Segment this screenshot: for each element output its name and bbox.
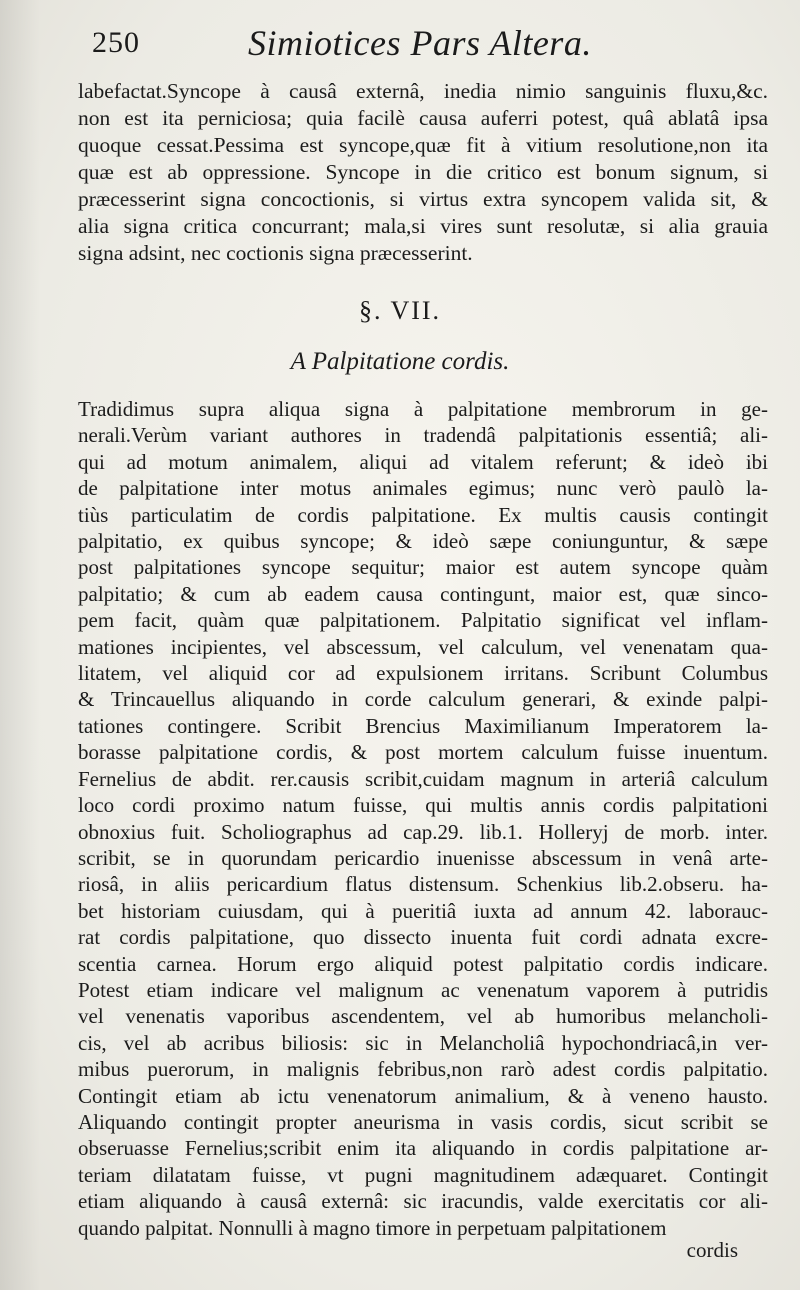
text-line: alia signa critica concurrant; mala,si vires sunt resolutæ, si alia grauia: [78, 214, 768, 238]
running-title: Simiotices Pars Altera.: [248, 23, 592, 63]
text-line: qui ad motum animalem, aliqui ad vitalem referunt; & ideò ibi: [78, 449, 768, 474]
text-line: palpitatio, ex quibus syncope; & ideò sæpe coniunguntur, & sæpe: [78, 529, 768, 554]
text-line: Potest etiam indicare vel malignum ac venenatum vaporem à putridis: [78, 977, 768, 1002]
text-line: loco cordi proximo natum fuisse, qui multis annis cordis palpitationi: [78, 793, 768, 818]
text-line: obnoxius fuit. Scholiographus ad cap.29. lib.1. Holleryj de morb. inter.: [78, 819, 768, 844]
text-line: præcesserint signa concoctionis, si virtus extra syncopem valida sit, &: [78, 187, 768, 211]
text-line: Tradidimus supra aliqua signa à palpitatione membrorum in ge-: [78, 397, 768, 421]
section-title: A Palpitatione cordis.: [290, 348, 510, 375]
text-line: quæ est ab oppressione. Syncope in die critico est bonum signum, si: [78, 160, 768, 184]
text-line: pem facit, quàm quæ palpitationem. Palpitatio significat vel inflam-: [78, 608, 768, 633]
text-line: & Trincauellus aliquando in corde calculum generari, & exinde palpi-: [78, 687, 768, 712]
text-line: Contingit etiam ab ictu venenatorum animalium, & à veneno haustо.: [78, 1083, 768, 1108]
page-number: 250: [92, 26, 140, 59]
text-line: post palpitationes syncope sequitur; maior est autem syncope quàm: [78, 555, 768, 580]
paragraph-palpitation: [78, 396, 768, 1241]
text-line: vel venenatis vaporibus ascendentem, vel ab humoribus melancholi-: [78, 1004, 768, 1029]
text-line: bet historiam cuiusdam, qui à pueritiâ iuxta ad annum 42. laborauc-: [78, 898, 768, 923]
text-line: tationes contingere. Scribit Brencius Maximilianum Imperatorem la-: [78, 713, 768, 738]
text-line: tiùs particulatim de cordis palpitatione. Ex multis causis contingit: [78, 502, 768, 527]
text-line: litatem, vel aliquid cor ad expulsionem irritans. Scribunt Columbus: [78, 661, 768, 686]
text-line: labefactat.Syncope à causâ externâ, inedia nimio sanguinis fluxu,&c.: [78, 79, 768, 103]
text-line: rat cordis palpitatione, quo dissecto inuenta fuit cordi adnata excre-: [78, 925, 768, 950]
section-number: §. VII.: [358, 296, 442, 325]
text-line: non est ita perniciosa; quia facilè causa auferri potest, quâ ablatâ ipsa: [78, 106, 768, 130]
text-line: mationes incipientes, vel abscessum, vel calculum, vel venenatam qua-: [78, 634, 768, 659]
text-line: etiam aliquando à causâ externâ: sic iracundis, valde exercitatis cor ali-: [78, 1189, 768, 1214]
text-line: mibus puerorum, in malignis febribus,non rarò adest cordis palpitatio.: [78, 1057, 768, 1082]
text-line: de palpitatione inter motus animales egimus; nunc verò paulò la-: [78, 476, 768, 501]
text-line: Fernelius de abdit. rer.causis scribit,cuidam magnum in arteriâ calculum: [78, 766, 768, 791]
text-line: quando palpitat. Nonnulli à magno timore in perpetuam palpitationem: [78, 1215, 667, 1240]
text-line: signa adsint, nec coctionis signa præcesserint.: [78, 241, 473, 265]
text-line: riosâ, in aliis pericardium flatus distensum. Schenkius lib.2.obseru. ha-: [78, 872, 768, 897]
text-line: quoque cessat.Pessima est syncope,quæ fit à vitium resolutione,non ita: [78, 133, 768, 157]
text-line: palpitatio; & cum ab eadem causa contingunt, maior est, quæ sinco-: [78, 581, 768, 606]
running-head: [70, 22, 760, 72]
text-line: borasse palpitatione cordis, & post mortem calculum fuisse inuentum.: [78, 740, 768, 765]
text-line: nerali.Verùm variant authores in tradendâ palpitationis essentiâ; ali-: [78, 423, 768, 448]
gutter-shadow: [0, 0, 40, 1290]
paragraph-continued: [78, 78, 768, 267]
text-line: obseruasse Fernelius;scribit enim ita aliquando in cordis palpitatione ar-: [78, 1136, 768, 1161]
text-line: Aliquando contingit propter aneurisma in vasis cordis, sicut scribit se: [78, 1109, 768, 1134]
text-line: teriam dilatatam fuisse, vt pugni magnitudinem adæquaret. Contingit: [78, 1162, 768, 1187]
text-line: scentia carnea. Horum ergo aliquid potest palpitatio cordis indicare.: [78, 951, 768, 976]
text-line: scribit, se in quorundam pericardio inuenisse abscessum in venâ arte-: [78, 845, 768, 870]
text-line: cis, vel ab acribus biliosis: sic in Melancholiâ hypochondriacâ,in ver-: [78, 1030, 768, 1055]
catchword: cordis: [686, 1238, 738, 1262]
